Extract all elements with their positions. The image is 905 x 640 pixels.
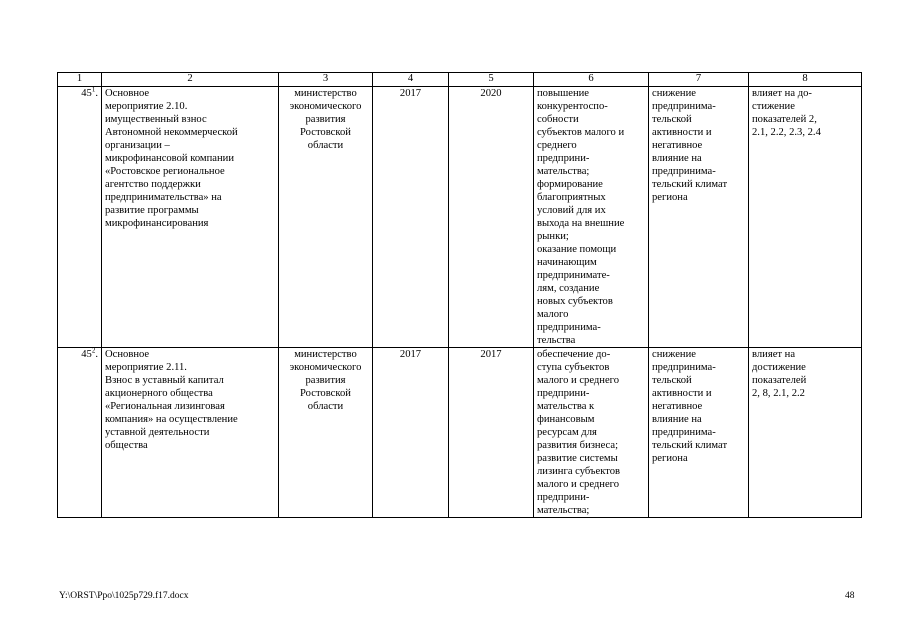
- header-col-4: 4: [373, 73, 449, 87]
- footer-file-path: Y:\ORST\Ppo\1025p729.f17.docx: [59, 591, 189, 601]
- indicators: влияет на достижение показателей 2, 8, 2.1, 2.2: [752, 349, 807, 399]
- consequences-cell: [649, 87, 749, 348]
- header-col-1: 1: [58, 73, 102, 87]
- expected-result: обеспечение до- ступа субъектов малого и среднего предприни- мательства к финансовым ресурсам для развития бизнеса; развитие системы лизинга субъектов малого и среднего предприни- мательства;: [537, 349, 620, 516]
- start-year-cell: [373, 87, 449, 348]
- header-col-8: 8: [749, 73, 862, 87]
- row-number-suffix: .: [95, 88, 98, 99]
- header-col-3: 3: [279, 73, 373, 87]
- measure-name: Основное мероприятие 2.10. имущественный взнос Автономной некоммерческой организации – микрофинансовой компании «Ростовское региональное агентство поддержки предпринимательства» на развитие программы микрофинансирования: [105, 88, 238, 229]
- table-row: [58, 87, 862, 348]
- executor: министерство экономического развития Ростовской области: [289, 349, 362, 412]
- consequences: снижение предпринима- тельской активности и негативное влияние на предпринима- тельский климат региона: [652, 349, 728, 464]
- indicators-cell: [749, 348, 862, 518]
- table-row: [58, 348, 862, 518]
- program-measures-table: [57, 72, 862, 518]
- header-col-2: 2: [102, 73, 279, 87]
- start-year: 2017: [399, 88, 422, 99]
- measure-name-cell: [102, 87, 279, 348]
- row-number: [58, 87, 102, 348]
- executor-cell: [279, 87, 373, 348]
- executor-cell: [279, 348, 373, 518]
- measure-name-cell: [102, 348, 279, 518]
- table-header-row: [58, 73, 862, 87]
- header-col-7: 7: [649, 73, 749, 87]
- end-year: 2020: [480, 88, 502, 99]
- row-number-suffix: .: [95, 349, 98, 360]
- header-col-5: 5: [449, 73, 534, 87]
- end-year-cell: [449, 348, 534, 518]
- measure-name: Основное мероприятие 2.11. Взнос в уставный капитал акционерного общества «Региональная лизинговая компания» на осуществление уставной деятельности общества: [105, 349, 238, 451]
- row-number-superscript: 2: [91, 346, 96, 355]
- expected-result: повышение конкурентоспо- собности субъектов малого и среднего предприни- мательства; формирование благоприятных условий для их выхода на внешние рынки; оказание помощи начинающим предпринимате- лям, создание новых субъектов малого предпринима- тельства: [537, 88, 625, 346]
- footer-page-number: 48: [845, 591, 855, 601]
- end-year-cell: [449, 87, 534, 348]
- start-year: 2017: [399, 349, 422, 360]
- consequences-cell: [649, 348, 749, 518]
- indicators: влияет на до- стижение показателей 2, 2.1, 2.2, 2.3, 2.4: [752, 88, 821, 138]
- row-number-base: 45: [81, 88, 92, 99]
- row-number: [58, 348, 102, 518]
- header-col-6: 6: [534, 73, 649, 87]
- consequences: снижение предпринима- тельской активности и негативное влияние на предпринима- тельский климат региона: [652, 88, 728, 203]
- end-year: 2017: [480, 349, 502, 360]
- row-number-superscript: 1: [91, 85, 96, 94]
- expected-result-cell: [534, 87, 649, 348]
- executor: министерство экономического развития Ростовской области: [289, 88, 362, 151]
- indicators-cell: [749, 87, 862, 348]
- start-year-cell: [373, 348, 449, 518]
- row-number-base: 45: [81, 349, 92, 360]
- expected-result-cell: [534, 348, 649, 518]
